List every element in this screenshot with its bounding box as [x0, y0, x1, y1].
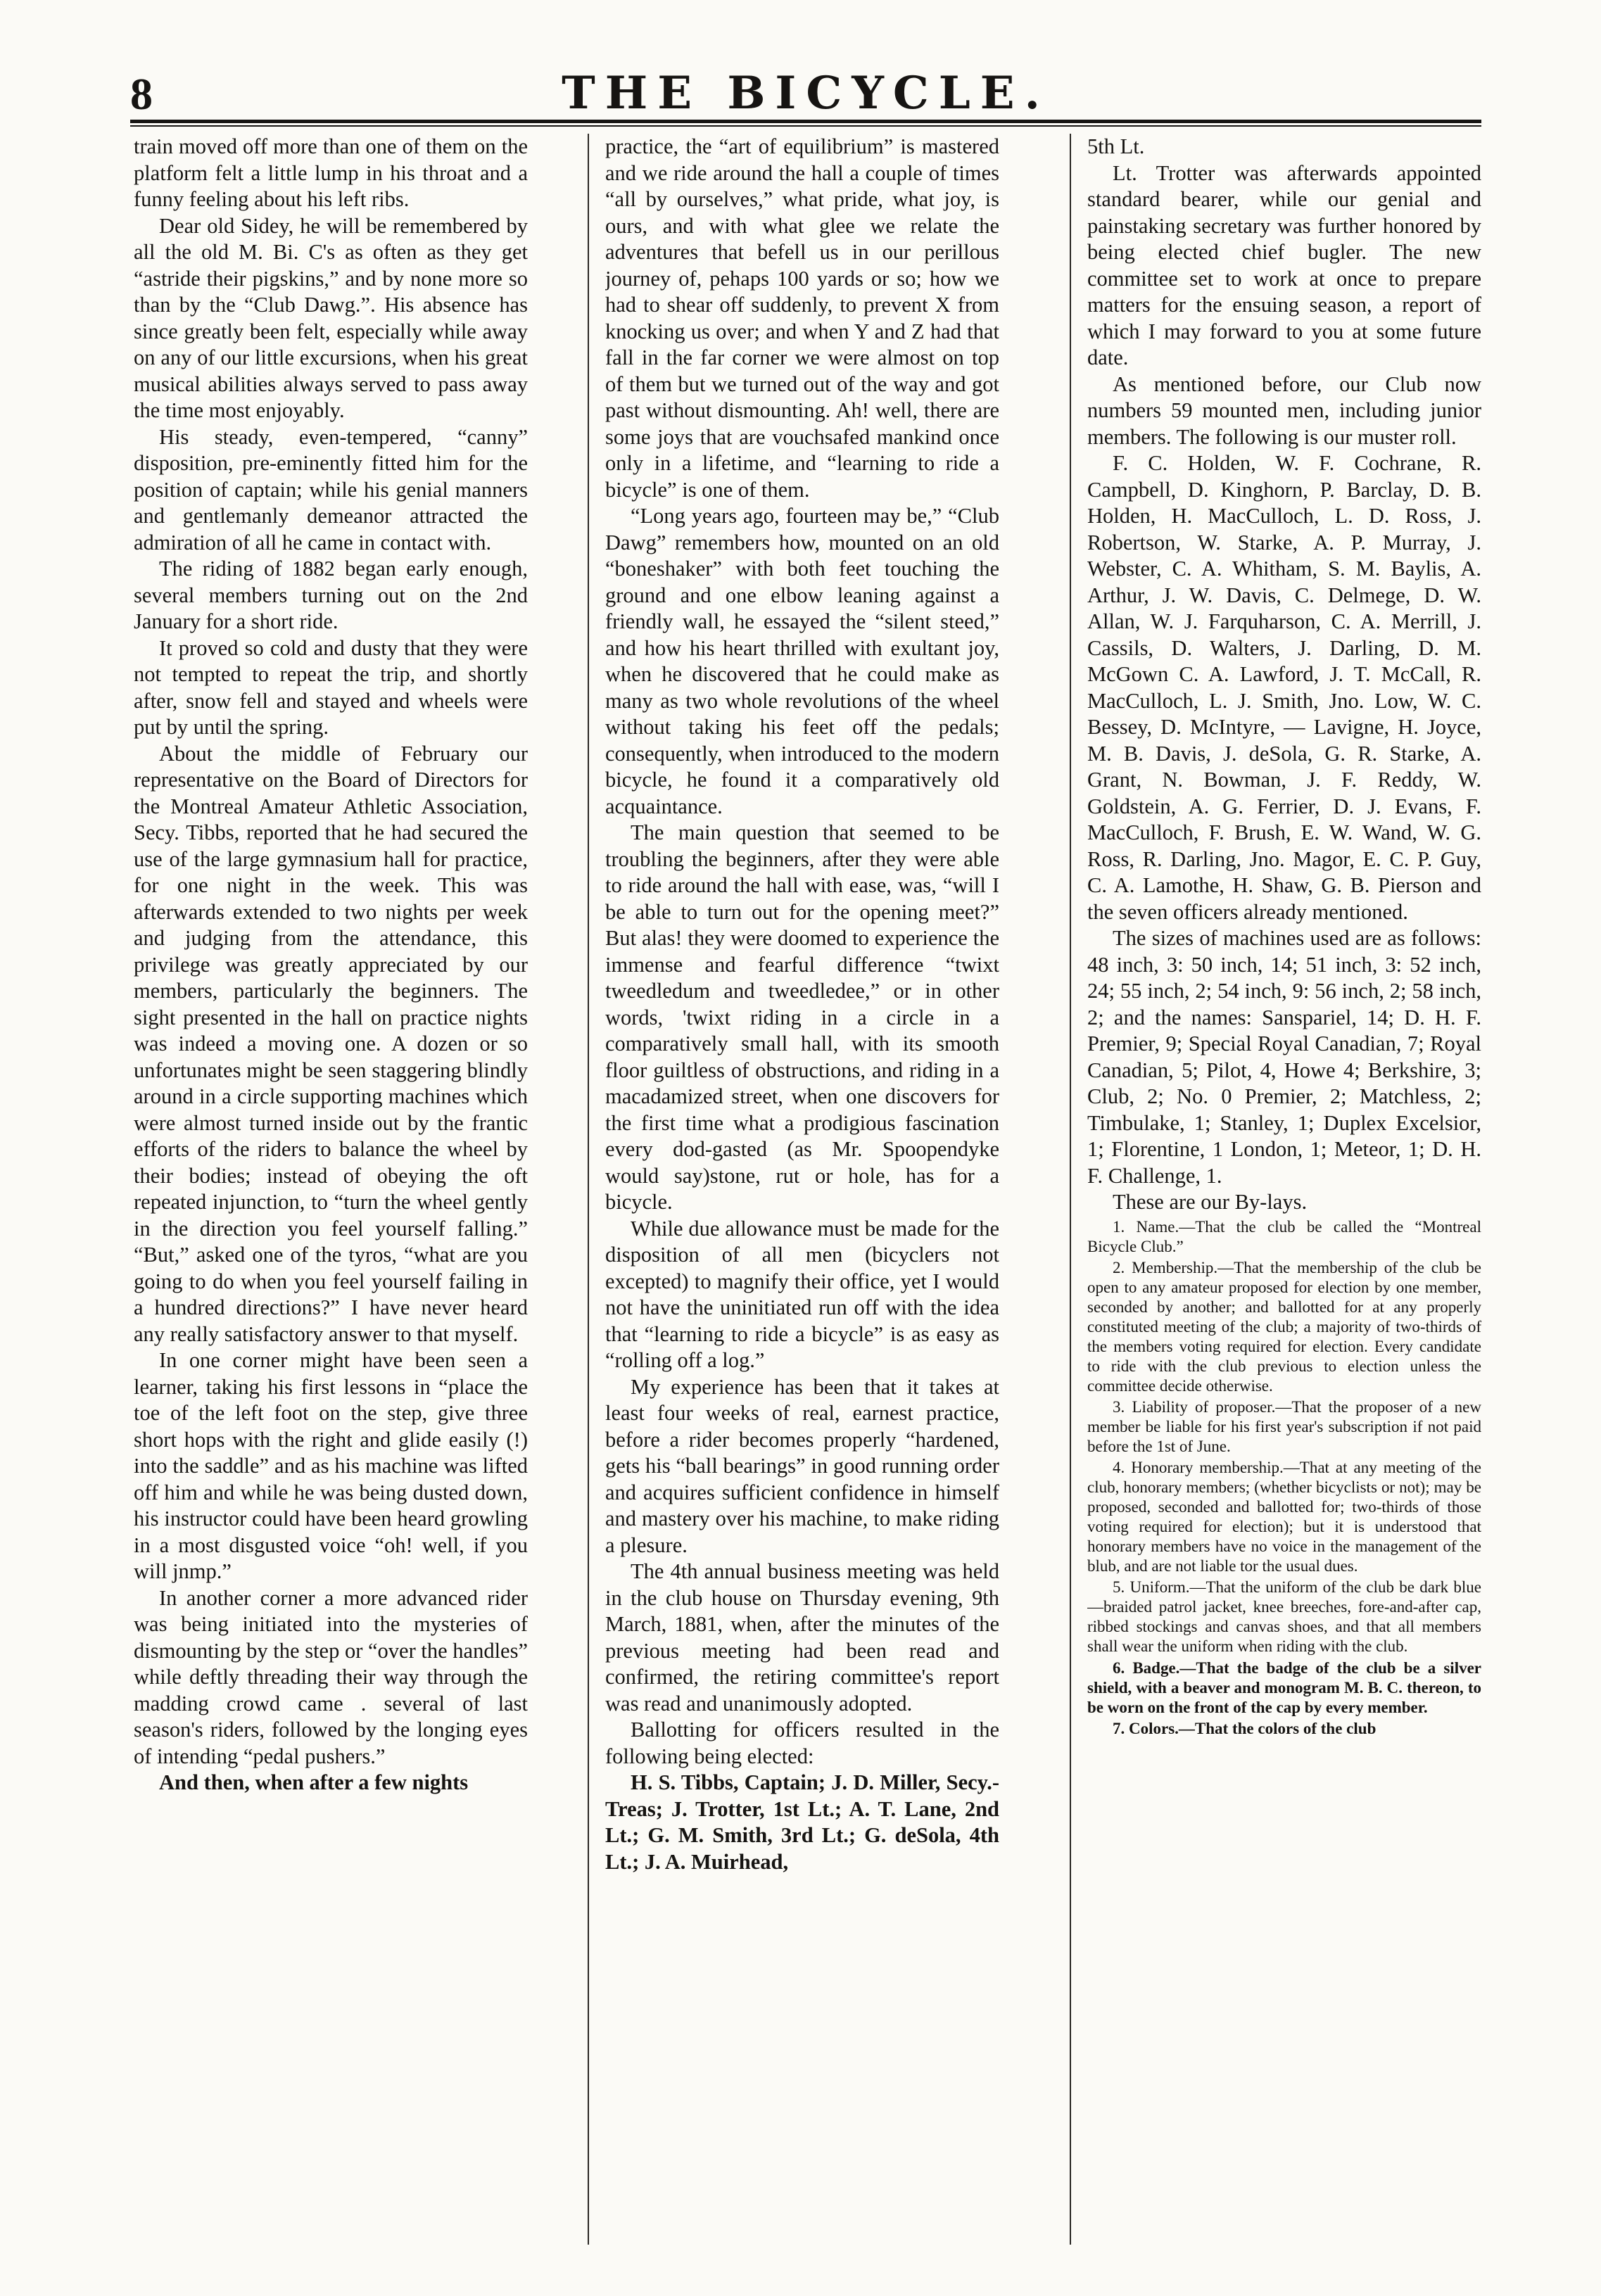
paragraph: “Long years ago, fourteen may be,” “Club Dawg” remembers how, mounted on an old “boneshaker” with both feet touching the ground and one elbow leaning against a friendly wall, he essayed the “silent steed,” and how his heart thrilled with exultant joy, when he discovered that he could make as many as two whole revolutions of the wheel without taking his feet off the pedals; consequently, when introduced to the modern bicycle, he found it a comparatively old acquaintance. — [605, 504, 999, 818]
paragraph: About the middle of February our representative on the Board of Directors for the Montreal Amateur Athletic Association, Secy. Tibbs, reported that he had secured the use of the large gymnasium hall for practice, for one night in the week. This was afterwards extended to two nights per week and judging from the attendance, this privilege was greatly appreciated by our members, particularly the beginners. The sight presented in the hall on practice nights was indeed a moving one. A dozen or so unfortunates might be seen staggering blindly around in a circle supporting machines which were almost turned inside out by the frantic efforts of the riders to balance the wheel by their bodies; instead of obeying the oft repeated injunction, to “turn the wheel gently in the direction you feel yourself falling.” “But,” asked one of the tyros, “what are you going to do when you feel yourself failing in a hundred directions?” I have never heard any really satisfactory answer to that myself. — [134, 741, 528, 1346]
paragraph: And then, when after a few nights — [159, 1770, 469, 1794]
header-rule-thin — [130, 125, 1481, 127]
paragraph: These are our By-lays. — [1113, 1190, 1308, 1214]
column-3 — [1087, 134, 1481, 2252]
muster-roll: F. C. Holden, W. F. Cochrane, R. Campbell, D. Kinghorn, P. Barclay, D. B. Holden, H. MacCulloch, L. D. Ross, J. Robertson, W. Starke, A. P. Murray, J. Webster, C. A. Whitham, S. M. Baylis, A. Arthur, J. W. Davis, C. Delmege, D. W. Allan, W. J. Farquharson, C. A. Merrill, J. Cassils, D. Walters, J. Darling, D. M. McGown C. A. Lawford, J. T. McCall, R. MacCulloch, L. J. Smith, Jno. Low, W. C. Bessey, D. McIntyre, — Lavigne, H. Joyce, M. B. Davis, J. deSola, G. R. Starke, A. Grant, N. Bowman, J. F. Reddy, W. Goldstein, A. G. Ferrier, D. J. Evans, F. MacCulloch, F. Brush, E. W. Wand, W. G. Ross, R. Darling, Jno. Magor, E. C. P. Guy, C. A. Lamothe, H. Shaw, G. B. Pierson and the seven officers already mentioned. — [1087, 451, 1481, 924]
paragraph: 5th Lt. — [1087, 134, 1145, 158]
paragraph: Ballotting for officers resulted in the following being elected: — [605, 1718, 999, 1768]
officer-list: H. S. Tibbs, Captain; J. D. Miller, Secy.-Treas; J. Trotter, 1st Lt.; A. T. Lane, 2nd Lt.; G. M. Smith, 3rd Lt.; G. deSola, 4th Lt.; J. A. Muirhead, — [605, 1770, 999, 1874]
bylaw-item: 5. Uniform.—That the uniform of the club be dark blue—braided patrol jacket, knee breeches, fore-and-after cap, ribbed stockings and canvas shoes, and that all members shall wear the uniform when riding with the club. — [1087, 1578, 1481, 1656]
column-2 — [605, 134, 999, 2252]
paragraph: In one corner might have been seen a learner, taking his first lessons in “place the toe of the left foot on the step, give three short hops with the right and glide easily (!) into the saddle” and as his machine was lifted off him and while he was being dusted down, his instructor could have been heard growling in a most disgusted voice “oh! well, if you will jnmp.” — [134, 1348, 528, 1583]
paragraph: It proved so cold and dusty that they were not tempted to repeat the trip, and shortly after, snow fell and stayed and wheels were put by until the spring. — [134, 635, 528, 739]
paragraph: While due allowance must be made for the disposition of all men (bicyclers not excepted) to magnify their office, yet I would not have the uninitiated run off with the idea that “learning to ride a bicycle” is as easy as “rolling off a log.” — [605, 1216, 999, 1372]
bylaw-item: 7. Colors.—That the colors of the club — [1113, 1719, 1377, 1737]
paragraph: The main question that seemed to be troubling the beginners, after they were able to ride around the hall with ease, was, “will I be able to turn out for the opening meet?” But alas! they were doomed to experience the immense and fearful difference “twixt tweedledum and tweedledee,” or in other words, 'twixt riding in a circle in a comparatively small hall, with its smooth floor guiltless of obstructions, and riding in a macadamized street, when one discovers for the first time what a prodigious fascination every dod-gasted (as Mr. Spoopendyke would say)stone, rut or hole, has for a bicycle. — [605, 820, 999, 1214]
column-divider — [588, 134, 589, 2245]
paragraph: The sizes of machines used are as follows: 48 inch, 3: 50 inch, 14; 51 inch, 3: 52 inch, 24; 55 inch, 2; 54 inch, 9: 56 inch, 2; 58 inch, 2; and the names: Sanspariel, 14; D. H. F. Premier, 9; Special Royal Canadian, 7; Royal Canadian, 5; Pilot, 4, Howe 4; Berkshire, 3; Club, 2; No. 0 Premier, 2; Matchless, 2; Timbulake, 1; Stanley, 1; Duplex Excelsior, 1; Florentine, 1 London, 1; Meteor, 1; D. H. F. Challenge, 1. — [1087, 926, 1481, 1188]
page-header — [130, 67, 1481, 123]
masthead-title: THE BICYCLE. — [562, 67, 1050, 120]
bylaw-item: 2. Membership.—That the membership of the club be open to any amateur proposed for election by one member, seconded by another; and ballotted for at any properly constituted meeting of the club; a majority of two-thirds of the members voting required for election. Every candidate to ride with the club previous to election unless the committee decide otherwise. — [1087, 1258, 1481, 1395]
paragraph: As mentioned before, our Club now numbers 59 mounted men, including junior members. The following is our muster roll. — [1087, 372, 1481, 449]
paragraph: In another corner a more advanced rider was being initiated into the mysteries of dismounting by the step or “over the handles” while deftly threading their way through the madding crowd came . several of last season's riders, followed by the longing eyes of intending “pedal pushers.” — [134, 1585, 528, 1768]
paragraph: practice, the “art of equilibrium” is mastered and we ride around the hall a couple of times “all by ourselves,” what pride, what joy, is ours, and with what glee we relate the adventures that befell us in our perillous journey of, pehaps 100 yards or so; how we had to shear off suddenly, to prevent X from knocking us over; and when Y and Z had that fall in the far corner we were almost on top of them but we turned out of the way and got past without dismounting. Ah! well, there are some joys that are vouchsafed mankind once only in a lifetime, and “learning to ride a bicycle” is one of them. — [605, 134, 999, 502]
column-1 — [134, 134, 528, 2252]
header-rule — [130, 120, 1481, 123]
paragraph: His steady, even-tempered, “canny” disposition, pre-eminently fitted him for the position of captain; while his genial manners and gentlemanly demeanor attracted the admiration of all he came in contact with. — [134, 424, 528, 554]
paragraph: My experience has been that it takes at least four weeks of real, earnest practice, before a rider becomes properly “hardened, gets his “ball bearings” in good running order and acquires sufficient confidence in himself and mastery over his machine, to make riding a plesure. — [605, 1374, 999, 1557]
paragraph: train moved off more than one of them on the platform felt a little lump in his throat and a funny feeling about his left ribs. — [134, 134, 528, 211]
paragraph: Lt. Trotter was afterwards appointed standard bearer, while our genial and painstaking secretary was further honored by being elected chief bugler. The new committee set to work at once to prepare matters for the ensuing season, a report of which I may forward to you at some future date. — [1087, 160, 1481, 369]
bylaw-item: 6. Badge.—That the badge of the club be a silver shield, with a beaver and monogram M. B. C. thereon, to be worn on the front of the cap by every member. — [1087, 1658, 1481, 1716]
bylaw-item: 1. Name.—That the club be called the “Montreal Bicycle Club.” — [1087, 1217, 1481, 1255]
page-number: 8 — [130, 69, 153, 119]
column-divider — [1070, 134, 1071, 2245]
bylaw-item: 4. Honorary membership.—That at any meeting of the club, honorary members; (whether bicyclists or not); may be proposed, seconded and ballotted for; two-thirds of those voting required for election); but it is understood that honorary members have no voice in the management of the blub, and are not liable tor the usual dues. — [1087, 1459, 1481, 1575]
bylaw-item: 3. Liability of proposer.—That the proposer of a new member be liable for his first year's subscription if not paid before the 1st of June. — [1087, 1397, 1481, 1456]
paragraph: The riding of 1882 began early enough, several members turning out on the 2nd January for a short ride. — [134, 557, 528, 633]
paragraph: The 4th annual business meeting was held in the club house on Thursday evening, 9th March, 1881, when, after the minutes of the previous meeting had been read and confirmed, the retiring committee's report was read and unanimously adopted. — [605, 1559, 999, 1715]
paragraph: Dear old Sidey, he will be remembered by all the old M. Bi. C's as often as they get “astride their pigskins,” and by none more so than by the “Club Dawg.”. His absence has since greatly been felt, especially while away on any of our little excursions, when his great musical abilities always served to pass away the time most enjoyably. — [134, 213, 528, 422]
